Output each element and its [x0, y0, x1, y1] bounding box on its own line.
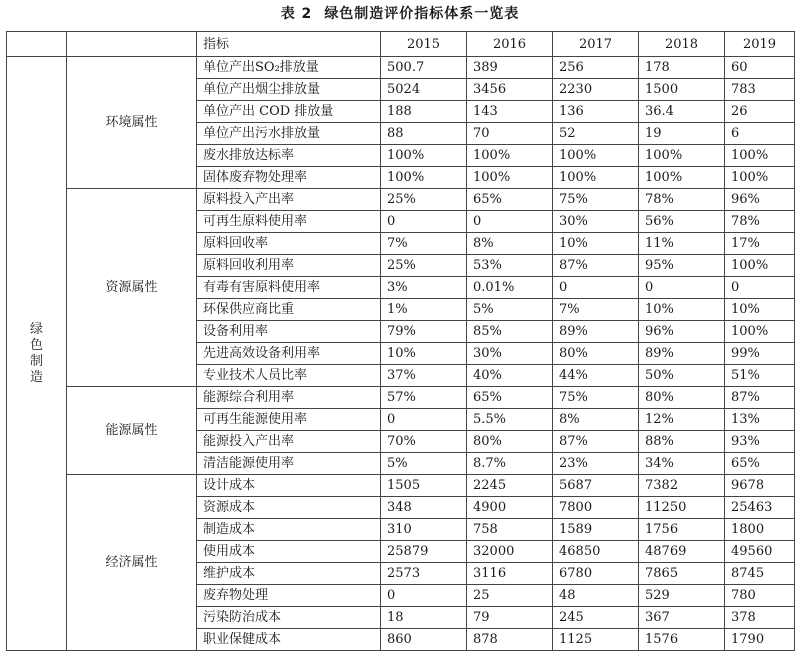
indicator-label: 能源综合利用率 — [197, 387, 381, 409]
value-cell: 860 — [381, 629, 467, 651]
value-cell: 100% — [467, 167, 553, 189]
indicator-label: 可再生能源使用率 — [197, 409, 381, 431]
indicator-label: 能源投入产出率 — [197, 431, 381, 453]
indicator-label: 有毒有害原料使用率 — [197, 277, 381, 299]
value-cell: 36.4 — [639, 101, 725, 123]
header-year: 2018 — [639, 32, 725, 57]
value-cell: 1589 — [553, 519, 639, 541]
value-cell: 25% — [381, 255, 467, 277]
value-cell: 500.7 — [381, 57, 467, 79]
value-cell: 10% — [639, 299, 725, 321]
value-cell: 26 — [725, 101, 795, 123]
value-cell: 56% — [639, 211, 725, 233]
value-cell: 70% — [381, 431, 467, 453]
value-cell: 1756 — [639, 519, 725, 541]
value-cell: 75% — [553, 387, 639, 409]
value-cell: 89% — [553, 321, 639, 343]
value-cell: 378 — [725, 607, 795, 629]
value-cell: 65% — [467, 189, 553, 211]
value-cell: 23% — [553, 453, 639, 475]
indicator-label: 单位产出 COD 排放量 — [197, 101, 381, 123]
value-cell: 65% — [725, 453, 795, 475]
value-cell: 30% — [553, 211, 639, 233]
value-cell: 178 — [639, 57, 725, 79]
value-cell: 18 — [381, 607, 467, 629]
value-cell: 256 — [553, 57, 639, 79]
indicator-label: 制造成本 — [197, 519, 381, 541]
value-cell: 93% — [725, 431, 795, 453]
value-cell: 2245 — [467, 475, 553, 497]
value-cell: 49560 — [725, 541, 795, 563]
value-cell: 80% — [467, 431, 553, 453]
value-cell: 0.01% — [467, 277, 553, 299]
value-cell: 51% — [725, 365, 795, 387]
value-cell: 100% — [725, 255, 795, 277]
indicator-label: 可再生原料使用率 — [197, 211, 381, 233]
value-cell: 8% — [467, 233, 553, 255]
category-cell — [7, 57, 67, 651]
indicator-label: 废弃物处理 — [197, 585, 381, 607]
value-cell: 78% — [725, 211, 795, 233]
value-cell: 25 — [467, 585, 553, 607]
indicator-label: 环保供应商比重 — [197, 299, 381, 321]
table-row — [7, 57, 795, 79]
value-cell: 80% — [639, 387, 725, 409]
indicator-label: 单位产出污水排放量 — [197, 123, 381, 145]
value-cell: 529 — [639, 585, 725, 607]
value-cell: 19 — [639, 123, 725, 145]
value-cell: 188 — [381, 101, 467, 123]
value-cell: 99% — [725, 343, 795, 365]
value-cell: 34% — [639, 453, 725, 475]
value-cell: 48 — [553, 585, 639, 607]
value-cell: 100% — [639, 145, 725, 167]
value-cell: 310 — [381, 519, 467, 541]
indicator-label: 原料回收率 — [197, 233, 381, 255]
value-cell: 9678 — [725, 475, 795, 497]
value-cell: 0 — [381, 409, 467, 431]
value-cell: 5024 — [381, 79, 467, 101]
value-cell: 95% — [639, 255, 725, 277]
value-cell: 79% — [381, 321, 467, 343]
value-cell: 87% — [553, 431, 639, 453]
value-cell: 8% — [553, 409, 639, 431]
attribute-group-label: 经济属性 — [67, 475, 197, 651]
indicator-label: 专业技术人员比率 — [197, 365, 381, 387]
value-cell: 50% — [639, 365, 725, 387]
value-cell: 5% — [467, 299, 553, 321]
value-cell: 3116 — [467, 563, 553, 585]
indicator-label: 原料投入产出率 — [197, 189, 381, 211]
value-cell: 25463 — [725, 497, 795, 519]
value-cell: 2230 — [553, 79, 639, 101]
value-cell: 11% — [639, 233, 725, 255]
value-cell: 7800 — [553, 497, 639, 519]
value-cell: 1576 — [639, 629, 725, 651]
value-cell: 100% — [381, 145, 467, 167]
value-cell: 4900 — [467, 497, 553, 519]
indicator-label: 单位产出烟尘排放量 — [197, 79, 381, 101]
value-cell: 100% — [725, 145, 795, 167]
table-caption — [0, 0, 800, 28]
indicator-label: 清洁能源使用率 — [197, 453, 381, 475]
value-cell: 25879 — [381, 541, 467, 563]
value-cell: 7865 — [639, 563, 725, 585]
indicator-label: 职业保健成本 — [197, 629, 381, 651]
header-blank-cell — [67, 32, 197, 57]
value-cell: 10% — [381, 343, 467, 365]
attribute-group-label: 环境属性 — [67, 57, 197, 189]
indicator-label: 维护成本 — [197, 563, 381, 585]
attribute-group-label: 能源属性 — [67, 387, 197, 475]
value-cell: 88% — [639, 431, 725, 453]
value-cell: 25% — [381, 189, 467, 211]
value-cell: 100% — [639, 167, 725, 189]
value-cell: 6 — [725, 123, 795, 145]
table-body — [7, 57, 795, 651]
value-cell: 0 — [553, 277, 639, 299]
value-cell: 7382 — [639, 475, 725, 497]
value-cell: 0 — [381, 211, 467, 233]
value-cell: 46850 — [553, 541, 639, 563]
value-cell: 78% — [639, 189, 725, 211]
value-cell: 17% — [725, 233, 795, 255]
value-cell: 7% — [381, 233, 467, 255]
value-cell: 65% — [467, 387, 553, 409]
value-cell: 80% — [553, 343, 639, 365]
indicator-label: 设备利用率 — [197, 321, 381, 343]
value-cell: 1% — [381, 299, 467, 321]
value-cell: 96% — [725, 189, 795, 211]
value-cell: 100% — [725, 167, 795, 189]
header-blank-cell — [7, 32, 67, 57]
value-cell: 10% — [553, 233, 639, 255]
value-cell: 2573 — [381, 563, 467, 585]
value-cell: 0 — [639, 277, 725, 299]
indicator-label: 固体废弃物处理率 — [197, 167, 381, 189]
value-cell: 12% — [639, 409, 725, 431]
value-cell: 780 — [725, 585, 795, 607]
value-cell: 1800 — [725, 519, 795, 541]
value-cell: 3456 — [467, 79, 553, 101]
header-row — [7, 32, 795, 57]
header-year: 2016 — [467, 32, 553, 57]
table-row — [7, 475, 795, 497]
header-indicator: 指标 — [197, 32, 381, 57]
indicator-label: 先进高效设备利用率 — [197, 343, 381, 365]
header-year: 2017 — [553, 32, 639, 57]
value-cell: 1125 — [553, 629, 639, 651]
value-cell: 5.5% — [467, 409, 553, 431]
value-cell: 85% — [467, 321, 553, 343]
value-cell: 0 — [725, 277, 795, 299]
value-cell: 10% — [725, 299, 795, 321]
value-cell: 389 — [467, 57, 553, 79]
value-cell: 6780 — [553, 563, 639, 585]
table-number: 表 2 — [280, 6, 313, 22]
value-cell: 5687 — [553, 475, 639, 497]
value-cell: 1500 — [639, 79, 725, 101]
value-cell: 53% — [467, 255, 553, 277]
attribute-group-label: 资源属性 — [67, 189, 197, 387]
value-cell: 48769 — [639, 541, 725, 563]
value-cell: 30% — [467, 343, 553, 365]
value-cell: 44% — [553, 365, 639, 387]
value-cell: 0 — [467, 211, 553, 233]
table-title: 绿色制造评价指标体系一览表 — [324, 6, 520, 22]
value-cell: 57% — [381, 387, 467, 409]
value-cell: 37% — [381, 365, 467, 387]
value-cell: 0 — [381, 585, 467, 607]
value-cell: 8745 — [725, 563, 795, 585]
value-cell: 100% — [553, 167, 639, 189]
value-cell: 88 — [381, 123, 467, 145]
value-cell: 89% — [639, 343, 725, 365]
value-cell: 8.7% — [467, 453, 553, 475]
indicator-label: 单位产出SO₂排放量 — [197, 57, 381, 79]
value-cell: 878 — [467, 629, 553, 651]
value-cell: 5% — [381, 453, 467, 475]
value-cell: 143 — [467, 101, 553, 123]
value-cell: 75% — [553, 189, 639, 211]
indicator-table — [6, 31, 795, 651]
value-cell: 3% — [381, 277, 467, 299]
value-cell: 96% — [639, 321, 725, 343]
value-cell: 11250 — [639, 497, 725, 519]
value-cell: 79 — [467, 607, 553, 629]
indicator-label: 使用成本 — [197, 541, 381, 563]
value-cell: 70 — [467, 123, 553, 145]
value-cell: 348 — [381, 497, 467, 519]
value-cell: 13% — [725, 409, 795, 431]
value-cell: 52 — [553, 123, 639, 145]
indicator-label: 原料回收利用率 — [197, 255, 381, 277]
value-cell: 87% — [725, 387, 795, 409]
table-row — [7, 189, 795, 211]
value-cell: 40% — [467, 365, 553, 387]
indicator-label: 废水排放达标率 — [197, 145, 381, 167]
value-cell: 60 — [725, 57, 795, 79]
value-cell: 100% — [381, 167, 467, 189]
table-row — [7, 387, 795, 409]
value-cell: 87% — [553, 255, 639, 277]
value-cell: 100% — [725, 321, 795, 343]
value-cell: 758 — [467, 519, 553, 541]
value-cell: 367 — [639, 607, 725, 629]
indicator-label: 污染防治成本 — [197, 607, 381, 629]
indicator-label: 设计成本 — [197, 475, 381, 497]
header-year: 2015 — [381, 32, 467, 57]
value-cell: 100% — [553, 145, 639, 167]
value-cell: 783 — [725, 79, 795, 101]
value-cell: 136 — [553, 101, 639, 123]
header-year: 2019 — [725, 32, 795, 57]
value-cell: 245 — [553, 607, 639, 629]
value-cell: 32000 — [467, 541, 553, 563]
value-cell: 100% — [467, 145, 553, 167]
value-cell: 7% — [553, 299, 639, 321]
category-label: 绿色制造 — [29, 321, 43, 385]
indicator-label: 资源成本 — [197, 497, 381, 519]
value-cell: 1790 — [725, 629, 795, 651]
value-cell: 1505 — [381, 475, 467, 497]
